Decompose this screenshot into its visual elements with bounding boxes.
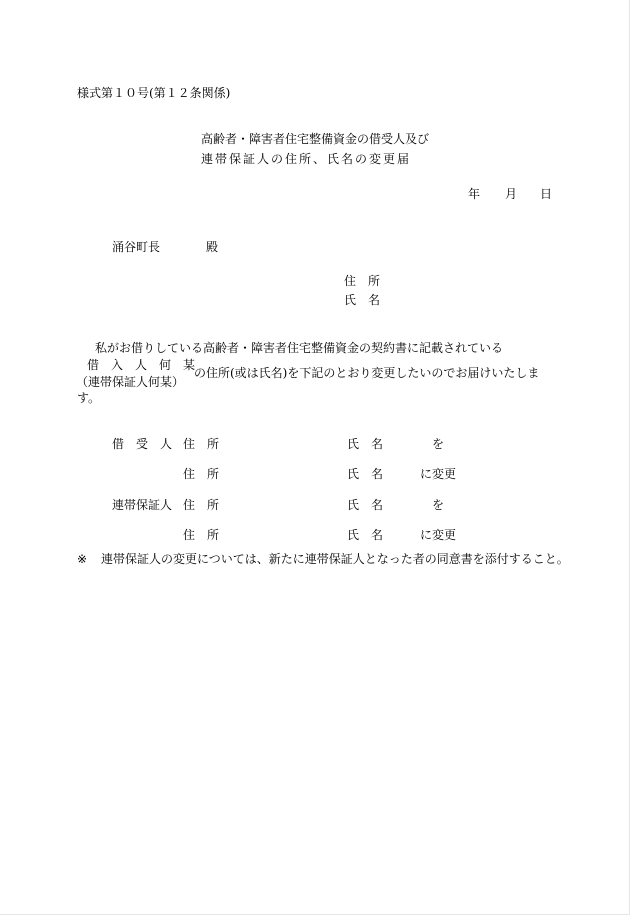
- body-borrower-label: 借 入 人 何 某: [87, 358, 196, 372]
- date-year: 年: [468, 187, 481, 201]
- row1-suffix: を: [432, 437, 445, 451]
- date-month: 月: [505, 187, 518, 201]
- applicant-name-label: 氏 名: [344, 293, 381, 307]
- applicant-address-label: 住 所: [344, 274, 381, 288]
- row3-address-label: 住 所: [183, 498, 220, 512]
- body-guarantor-label: （連帯保証人何某）: [76, 375, 185, 389]
- date-day: 日: [540, 187, 553, 201]
- row3-name-label: 氏 名: [347, 498, 384, 512]
- row2-name-label: 氏 名: [347, 467, 384, 481]
- row4-address-label: 住 所: [183, 528, 220, 542]
- addressee-name: 涌谷町長: [112, 240, 161, 254]
- row2-address-label: 住 所: [183, 467, 220, 481]
- row1-role: 借 受 人: [112, 437, 173, 451]
- addressee-honorific: 殿: [206, 240, 219, 254]
- row3-suffix: を: [432, 498, 445, 512]
- title-line-1: 高齢者・障害者住宅整備資金の借受人及び: [201, 132, 430, 146]
- body-line-1: 私がお借りしている高齢者・障害者住宅整備資金の契約書に記載されている: [95, 341, 504, 355]
- row1-address-label: 住 所: [183, 437, 220, 451]
- row4-name-label: 氏 名: [347, 528, 384, 542]
- row1-name-label: 氏 名: [347, 437, 384, 451]
- row3-role: 連帯保証人: [112, 498, 173, 512]
- form-number: 様式第１０号(第１２条関係): [77, 86, 231, 100]
- body-line-3: す。: [77, 391, 101, 405]
- row4-suffix: に変更: [420, 528, 457, 542]
- title-line-2: 連帯保証人の住所、氏名の変更届: [201, 152, 412, 166]
- note-mark: ※: [77, 552, 88, 566]
- note-text: 連帯保証人の変更については、新たに連帯保証人となった者の同意書を添付すること。: [101, 552, 569, 566]
- row2-suffix: に変更: [420, 467, 457, 481]
- body-line-2: の住所(或は氏名)を下記のとおり変更したいのでお届けいたしま: [194, 366, 540, 380]
